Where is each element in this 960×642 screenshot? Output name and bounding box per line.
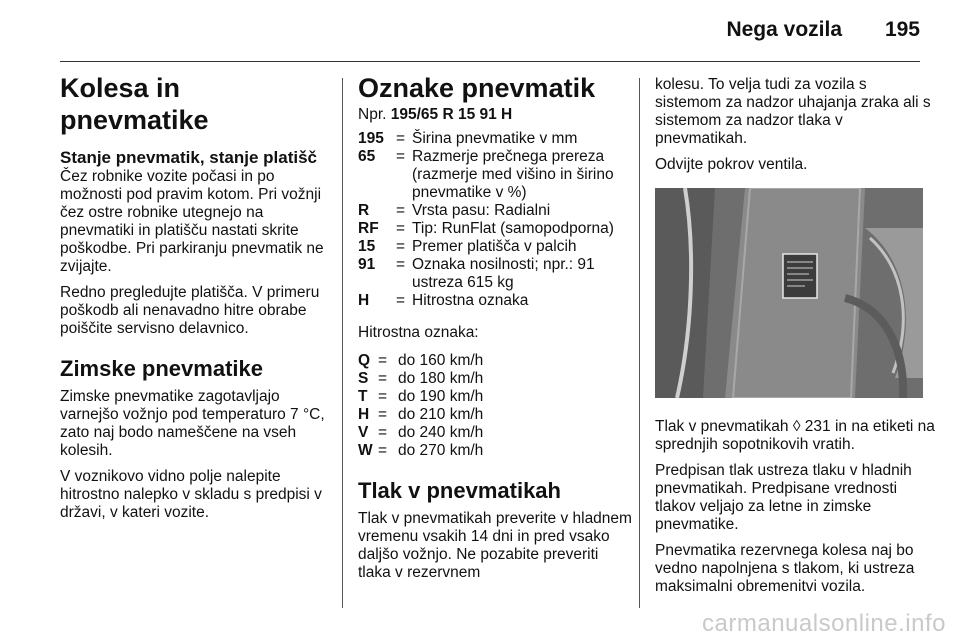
column-divider-left bbox=[342, 78, 343, 608]
marking-eq: = bbox=[396, 220, 406, 237]
marking-key: RF bbox=[358, 220, 379, 237]
subsection-title-rims: Stanje pnevmatik, stanje platišč bbox=[60, 148, 317, 167]
marking-value: Premer platišča v palcih bbox=[412, 238, 577, 255]
marking-eq: = bbox=[396, 202, 406, 219]
speed-key: S bbox=[358, 370, 369, 387]
marking-eq: = bbox=[396, 292, 406, 309]
speed-key: T bbox=[358, 388, 368, 405]
marking-key: H bbox=[358, 292, 370, 309]
subsection-title-winter: Zimske pnevmatike bbox=[60, 356, 263, 381]
marking-eq: = bbox=[396, 256, 406, 273]
marking-key: 65 bbox=[358, 148, 376, 165]
example-line bbox=[358, 106, 632, 124]
speed-key: V bbox=[358, 424, 369, 441]
example-prefix: Npr. bbox=[358, 106, 387, 123]
marking-value: Tip: RunFlat (samopodporna) bbox=[412, 220, 614, 237]
watermark-text: carmanualsonline.info bbox=[702, 610, 946, 637]
marking-key: R bbox=[358, 202, 370, 219]
marking-eq: = bbox=[396, 148, 406, 165]
example-code: 195/65 R 15 91 H bbox=[390, 106, 513, 123]
speed-eq: = bbox=[378, 406, 388, 423]
marking-value: Hitrostna oznaka bbox=[412, 292, 529, 309]
marking-value: Oznaka nosilnosti; npr.: 91 ustreza 615 kg bbox=[412, 256, 595, 291]
paragraph: Pnevmatika rezervnega kolesa naj bo vedno napolnjena s tlakom, ki ustreza maksimalni obremenitvi vozila. bbox=[655, 542, 915, 595]
speed-rating-list bbox=[358, 352, 632, 460]
speed-value: do 190 km/h bbox=[398, 388, 484, 405]
paragraph: Zimske pnevmatike zagotavljajo varnejšo vožnjo pod temperaturo 7 °C, zato naj bodo nameščene na vseh kolesih. bbox=[60, 388, 325, 459]
speed-value: do 270 km/h bbox=[398, 442, 484, 459]
paragraph: kolesu. To velja tudi za vozila s sistemom za nadzor uhajanja zraka ali s sistemom za nadzor tlaka v pnevmatikah. bbox=[655, 76, 931, 147]
speed-value: do 240 km/h bbox=[398, 424, 484, 441]
paragraph: Tlak v pnevmatikah ◊ 231 in na etiketi na sprednjih sopotnikovih vratih. bbox=[655, 418, 935, 453]
paragraph: Predpisan tlak ustreza tlaku v hladnih pnevmatikah. Predpisane vrednosti tlakov veljajo za letne in zimske pnevmatike. bbox=[655, 462, 912, 533]
page-header bbox=[0, 0, 960, 62]
running-title: Nega vozila bbox=[726, 18, 842, 41]
speed-rating-label: Hitrostna oznaka: bbox=[358, 324, 479, 341]
page-number: 195 bbox=[884, 18, 920, 41]
marking-key: 195 bbox=[358, 130, 384, 147]
speed-value: do 160 km/h bbox=[398, 352, 484, 369]
speed-eq: = bbox=[378, 442, 388, 459]
speed-eq: = bbox=[378, 424, 388, 441]
header-divider bbox=[60, 61, 920, 62]
speed-eq: = bbox=[378, 352, 388, 369]
marking-value: Širina pnevmatike v mm bbox=[412, 130, 578, 147]
door-pillar-illustration bbox=[655, 188, 923, 398]
marking-eq: = bbox=[396, 238, 406, 255]
left-column bbox=[60, 72, 332, 530]
speed-key: W bbox=[358, 442, 373, 459]
paragraph: Odvijte pokrov ventila. bbox=[655, 156, 808, 173]
section-title-markings: Oznake pnevmatik bbox=[358, 73, 596, 103]
column-divider-right bbox=[639, 78, 640, 608]
middle-column bbox=[358, 72, 632, 590]
right-column bbox=[655, 76, 937, 604]
speed-value: do 210 km/h bbox=[398, 406, 484, 423]
speed-key: Q bbox=[358, 352, 371, 369]
speed-eq: = bbox=[378, 388, 388, 405]
speed-value: do 180 km/h bbox=[398, 370, 484, 387]
marking-key: 91 bbox=[358, 256, 376, 273]
marking-eq: = bbox=[396, 130, 406, 147]
paragraph: V voznikovo vidno polje nalepite hitrostno nalepko v skladu s predpisi v državi, v kateri vozite. bbox=[60, 468, 322, 521]
speed-key: H bbox=[358, 406, 370, 423]
marking-value: Vrsta pasu: Radialni bbox=[412, 202, 551, 219]
speed-eq: = bbox=[378, 370, 388, 387]
tire-marking-list bbox=[358, 130, 632, 310]
subsection-title-pressure: Tlak v pnevmatikah bbox=[358, 478, 561, 503]
paragraph: Redno pregledujte platišča. V primeru poškodb ali nenavadno hitre obrabe poiščite servisno delavnico. bbox=[60, 284, 320, 337]
section-title: Kolesa in pnevmatike bbox=[60, 73, 209, 135]
paragraph: Čez robnike vozite počasi in po možnosti pod pravim kotom. Pri vožnji čez ostre robnike utegnejo na pnevmatiki in platišču nastati skrite poškodbe. Pri parkiranju pnevmatik ne zvijajte. bbox=[60, 168, 324, 275]
marking-key: 15 bbox=[358, 238, 376, 255]
paragraph: Tlak v pnevmatikah preverite v hladnem vremenu vsakih 14 dni in pred vsako daljšo vožnjo. Ne pozabite preveriti tlaka v rezervnem bbox=[358, 510, 632, 581]
tire-pressure-label-photo bbox=[655, 188, 923, 398]
marking-value: Razmerje prečnega prereza (razmerje med višino in širino pnevmatike v %) bbox=[412, 148, 614, 201]
